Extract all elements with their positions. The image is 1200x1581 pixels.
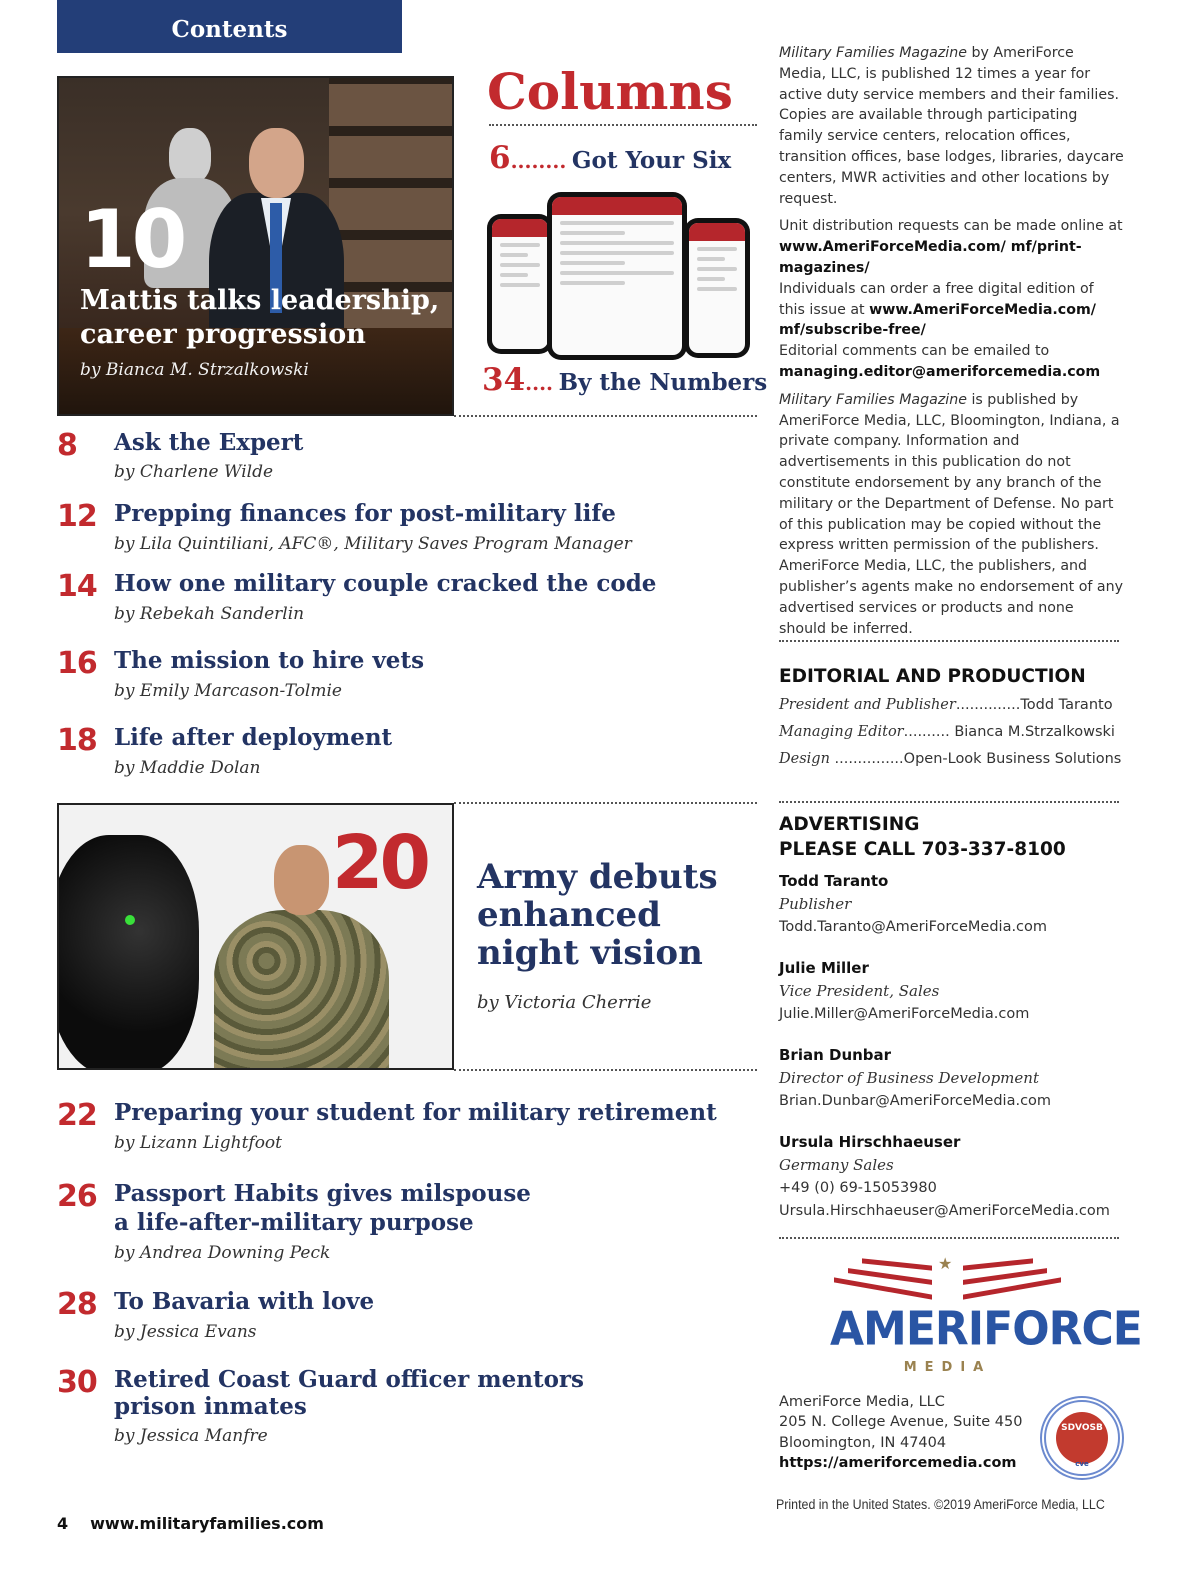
contact-card [779,957,1124,1026]
contact-email[interactable]: Julie.Miller@AmeriForceMedia.com [779,1006,1030,1022]
email-text: Editorial comments can be emailed to [779,343,1050,360]
publication-intro [779,43,1124,209]
article-byline: by Maddie Dolan [114,758,261,778]
contact-email[interactable]: Brian.Dunbar@AmeriForceMedia.com [779,1093,1052,1109]
camera-light [125,915,135,925]
digital-info [779,279,1124,341]
article-byline: by Charlene Wilde [114,462,274,482]
divider [454,802,757,804]
editorial-section [779,664,1124,773]
article-title: Life after deployment [114,724,393,751]
article-title: Ask the Expert [114,429,304,456]
legal-notice [779,390,1124,640]
article-title: To Bavaria with love [114,1288,375,1315]
app-screenshots-image [487,192,752,360]
logo-subtext: MEDIA [903,1360,992,1375]
advertising-heading: ADVERTISING [779,814,920,835]
divider [454,1069,757,1071]
feature-title[interactable]: Army debuts enhanced night vision [477,857,718,973]
article-page-number: 30 [57,1365,97,1400]
contact-name: Todd Taranto [779,872,889,890]
ameriforce-logo[interactable] [830,1254,1142,1384]
contact-phone: +49 (0) 69-15053980 [779,1180,937,1196]
article-title-line-2: prison inmates [114,1393,307,1420]
printed-notice: Printed in the United States. ©2019 AmeriForce Media, LLC [776,1497,1105,1512]
contact-email[interactable]: Ursula.Hirschhaeuser@AmeriForceMedia.com [779,1203,1110,1219]
column-title: Got Your Six [571,147,732,174]
article-title-line-2: a life-after-military purpose [114,1209,474,1236]
digital-text: Individuals can order a free digital edition of this issue at [779,280,1094,318]
feature-number: 20 [332,820,427,906]
column-item-got-your-six[interactable] [489,140,731,176]
publication-info [779,43,1124,639]
staff-role: Managing Editor [779,724,904,740]
staff-name: Bianca M.Strzalkowski [954,724,1115,740]
article-title: The mission to hire vets [114,647,425,674]
staff-leader: .............. [955,697,1021,713]
divider [779,1237,1119,1239]
address-company: AmeriForce Media, LLC [779,1394,945,1410]
address-street: 205 N. College Avenue, Suite 450 [779,1414,1023,1431]
feature-byline: by Victoria Cherrie [477,992,652,1013]
article-page-number: 16 [57,646,97,681]
company-website-link[interactable]: https://ameriforcemedia.com [779,1454,1017,1471]
cover-story-number: 10 [80,193,184,286]
footer-site-link[interactable]: www.militaryfamilies.com [90,1514,324,1533]
column-number: 34 [482,362,526,398]
article-byline: by Lila Quintiliani, AFC®, Military Saves Program Manager [114,534,632,554]
article-title-line-1: Retired Coast Guard officer mentors [114,1366,584,1393]
staff-name: Todd Taranto [1020,697,1113,713]
article-byline: by Andrea Downing Peck [114,1243,331,1263]
staff-leader: ............... [829,751,904,767]
staff-leader: .......... [903,724,955,740]
article-page-number: 14 [57,569,97,604]
contact-name: Julie Miller [779,959,869,977]
editor-email-link[interactable]: managing.editor@ameriforcemedia.com [779,363,1101,380]
sdvosb-seal-icon [1040,1396,1124,1480]
page-footer [57,1514,324,1533]
column-item-by-the-numbers[interactable] [482,362,767,398]
article-title: Prepping finances for post-military life [114,500,616,527]
divider [489,124,757,126]
cover-story-title[interactable]: Mattis talks leadership, career progression [80,285,440,350]
camera-image [57,835,199,1070]
column-leader: .... [525,371,553,395]
article-byline: by Lizann Lightfoot [114,1133,282,1153]
article-byline: by Rebekah Sanderlin [114,604,305,624]
contact-card [779,1131,1124,1223]
seal-text: SDVOSB [1061,1423,1103,1433]
print-magazines-link[interactable]: www.AmeriForceMedia.com/ mf/print-magazines/ [779,239,1082,276]
distribution-info [779,216,1124,278]
staff-role: Design [779,751,830,767]
contact-card [779,1044,1124,1113]
cover-story-byline: by Bianca M. Strzalkowski [80,360,309,380]
article-byline: by Jessica Manfre [114,1426,268,1446]
article-page-number: 28 [57,1287,97,1322]
column-title: By the Numbers [558,369,768,396]
contact-role: Germany Sales [779,1156,894,1174]
seal-subtext: cve [1075,1460,1089,1468]
advertising-phone: PLEASE CALL 703-337-8100 [779,839,1066,860]
contact-email[interactable]: Todd.Taranto@AmeriForceMedia.com [779,919,1048,935]
logo-wordmark: AMERIFORCE [830,1302,1142,1357]
editorial-heading: EDITORIAL AND PRODUCTION [779,666,1086,687]
divider [779,801,1119,803]
contact-name: Ursula Hirschhaeuser [779,1133,961,1151]
staff-row [779,719,1124,746]
contact-name: Brian Dunbar [779,1046,892,1064]
magazine-name: Military Families Magazine [779,45,967,61]
contact-card [779,870,1124,939]
intro-text: by AmeriForce Media, LLC, is published 12 times a year for active duty service members and their families. Copies are available through participating family service centers, relocation offices, transition offices, base lodges, libraries, daycare centers, MWR activities and other locations by request. [779,45,1124,207]
company-address [779,1392,1022,1473]
article-title-line-1: Passport Habits gives milspouse [114,1180,531,1207]
article-page-number: 12 [57,499,97,534]
address-city: Bloomington, IN 47404 [779,1434,947,1451]
contents-tab: Contents [57,0,402,53]
article-title: Preparing your student for military retirement [114,1099,717,1126]
article-page-number: 22 [57,1098,97,1133]
star-icon: ★ [938,1254,953,1273]
contact-role: Director of Business Development [779,1069,1039,1087]
distribution-text: Unit distribution requests can be made online at [779,218,1123,235]
article-byline: by Emily Marcason-Tolmie [114,681,342,701]
page-number: 4 [57,1514,69,1533]
article-title: How one military couple cracked the code [114,570,657,597]
subscribe-free-link[interactable]: www.AmeriForceMedia.com/ mf/subscribe-free/ [779,301,1096,339]
columns-heading: Columns [487,62,733,121]
article-page-number: 8 [57,428,77,463]
article-page-number: 26 [57,1179,97,1214]
magazine-name: Military Families Magazine [779,391,967,408]
column-leader: ........ [510,149,567,173]
staff-row [779,692,1124,719]
staff-role: President and Publisher [779,697,956,713]
contact-role: Publisher [779,895,852,913]
divider [779,640,1119,642]
staff-row [779,746,1124,773]
contact-role: Vice President, Sales [779,982,940,1000]
article-byline: by Jessica Evans [114,1322,257,1342]
column-number: 6 [489,140,511,176]
article-page-number: 18 [57,723,97,758]
staff-name: Open-Look Business Solutions [903,751,1122,767]
legal-text: is published by AmeriForce Media, LLC, Bloomington, Indiana, a private company. Information and advertisements in this publication do not constitute endorsement by any branch of the military or the Department of Defense. No part of this publication may be copied without the express written permission of the publishers. AmeriForce Media, LLC, the publishers, and publisher’s agents make no endorsement of any advertised services or products and none should be inferred. [779,391,1124,637]
advertising-section [779,812,1124,1223]
divider [454,415,757,417]
